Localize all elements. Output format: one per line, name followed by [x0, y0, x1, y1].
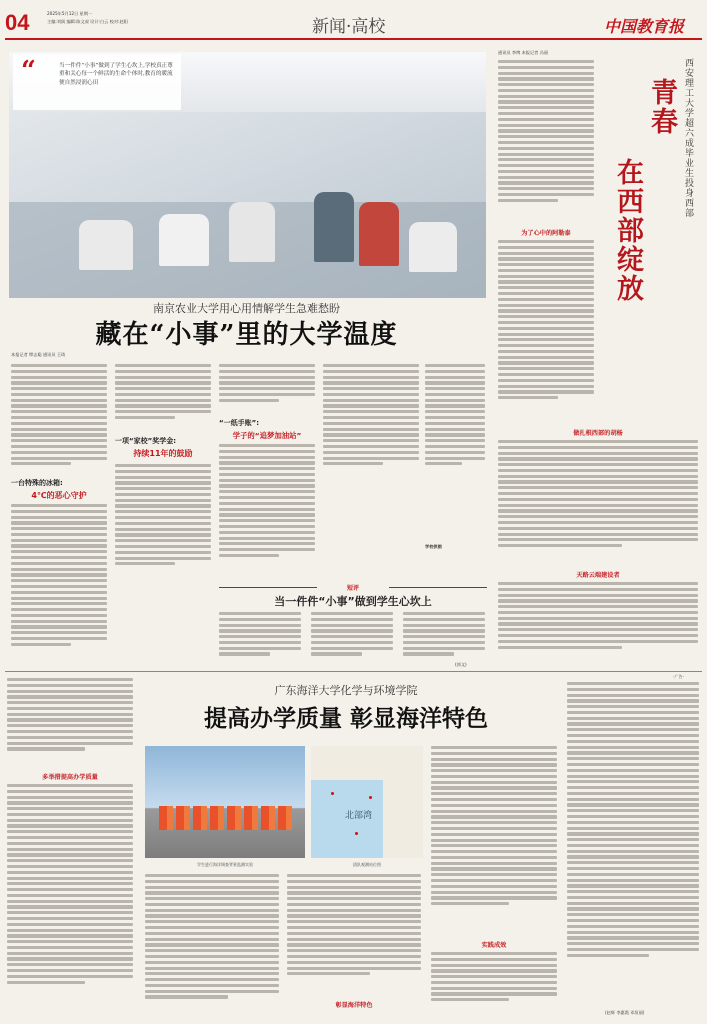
subhead-fridge-kicker: 一台特殊的冰箱: — [11, 479, 63, 487]
article2-subhead-skyroad: 天路云端建设者 — [576, 572, 620, 579]
article3-col-1a — [7, 678, 133, 766]
subhead-fridge-title: 4℃的恶心守护 — [31, 491, 87, 500]
article3-signature: (赵辉 李惠霞 邓垣丽) — [605, 1010, 645, 1015]
photo-credit: 学校供图 — [425, 544, 442, 549]
article2-body-3 — [498, 582, 698, 664]
article-headline: 藏在“小事”里的大学温度 — [95, 320, 398, 350]
article3-col-3 — [287, 874, 421, 994]
article3-col-4b — [431, 952, 557, 1018]
commentary-body-2 — [311, 612, 393, 664]
body-col-1-bottom — [11, 504, 107, 664]
ad-mark: ·广告· — [673, 674, 685, 679]
commentary-body-1 — [219, 612, 301, 664]
page-header — [0, 0, 707, 44]
article2-col-1b — [498, 240, 594, 422]
body-col-5 — [425, 364, 485, 492]
article3-headline: 提高办学质量 彰显海洋特色 — [203, 705, 488, 732]
article3-subhead-measures: 多举措提高办学质量 — [42, 774, 98, 781]
article-xian — [492, 44, 702, 670]
article2-byline: 通讯员 李博 本报记者 冯丽 — [498, 50, 549, 55]
body-col-2-bottom — [115, 464, 211, 580]
article-guangdong — [5, 672, 702, 1022]
subhead-notebook-title: 学子的“追梦加油站” — [232, 431, 302, 440]
map-label: 北部湾 — [345, 811, 373, 821]
subhead-scholarship-kicker: 一项“家校”奖学金: — [115, 437, 177, 445]
vertical-headline-1: 青春 — [646, 78, 677, 136]
masthead-logo: 中国教育报 — [604, 17, 685, 36]
vertical-headline-2: 在西部绽放 — [612, 158, 643, 303]
body-col-2-top — [115, 364, 211, 426]
subhead-notebook-kicker: “一纸手账”: — [219, 419, 260, 427]
article3-subtitle: 广东海洋大学化学与环境学院 — [274, 684, 418, 697]
article-nanjing — [5, 44, 488, 670]
article3-subhead-results: 实践成效 — [481, 942, 507, 949]
body-col-3-top — [219, 364, 315, 408]
article2-subhead-poplar: 做扎根西部的胡杨 — [573, 430, 623, 437]
commentary-box — [219, 580, 487, 668]
subhead-scholarship — [115, 436, 211, 459]
byline: 本报记者 缪志聪 通讯员 王琦 — [11, 352, 66, 357]
commentary-title: 当一件件“小事”做到学生心坎上 — [274, 595, 432, 608]
commentary-label: 短评 — [346, 585, 359, 592]
body-col-1-top — [11, 364, 107, 468]
article3-col-2 — [145, 874, 279, 1018]
article3-col-4a — [431, 746, 557, 934]
section-title: 新闻·高校 — [312, 17, 386, 37]
article3-subhead-ocean: 彰显海洋特色 — [335, 1002, 373, 1009]
date-line: 2025年5月12日 星期一 — [47, 11, 93, 16]
article-subtitle: 南京农业大学用心用情解学生急难愁盼 — [153, 302, 340, 315]
vertical-subtitle: 西安理工大学超六成毕业生投身西部 — [683, 58, 693, 218]
station-map — [311, 746, 423, 858]
students-photo — [145, 746, 305, 858]
page-number: 04 — [5, 10, 30, 35]
article3-col-1b — [7, 784, 133, 1018]
pull-quote: 当一件件“小事”做到了学生心坎上,学校真正尊重和关心每一个鲜活的生命个体时,教育的暖流便自然浸润心田 — [59, 63, 173, 86]
commentary-author: (郭文) — [455, 662, 467, 667]
quote-mark-icon: “ — [21, 56, 36, 86]
quote-box — [13, 54, 181, 110]
editor-line: 主编:刘阅 编辑:陈文昶 设计:白云 校对:赵阳 — [47, 19, 128, 24]
body-col-4 — [323, 364, 419, 492]
subhead-notebook — [219, 418, 315, 441]
station-map-caption: 团队观测站位图 — [353, 862, 381, 867]
subhead-scholarship-title: 持续11年的鼓励 — [133, 449, 193, 458]
students-photo-caption: 学生进行海洋调查背景监测实验 — [197, 862, 253, 867]
subhead-fridge — [11, 478, 107, 501]
body-col-3-bottom — [219, 444, 315, 580]
article2-col-1a — [498, 60, 594, 220]
article2-subhead-altay: 为了心中的阿勒泰 — [521, 230, 571, 237]
article2-body-2 — [498, 440, 698, 564]
article3-col-5 — [567, 682, 699, 1006]
header-rule — [5, 38, 702, 40]
commentary-body-3 — [403, 612, 485, 664]
